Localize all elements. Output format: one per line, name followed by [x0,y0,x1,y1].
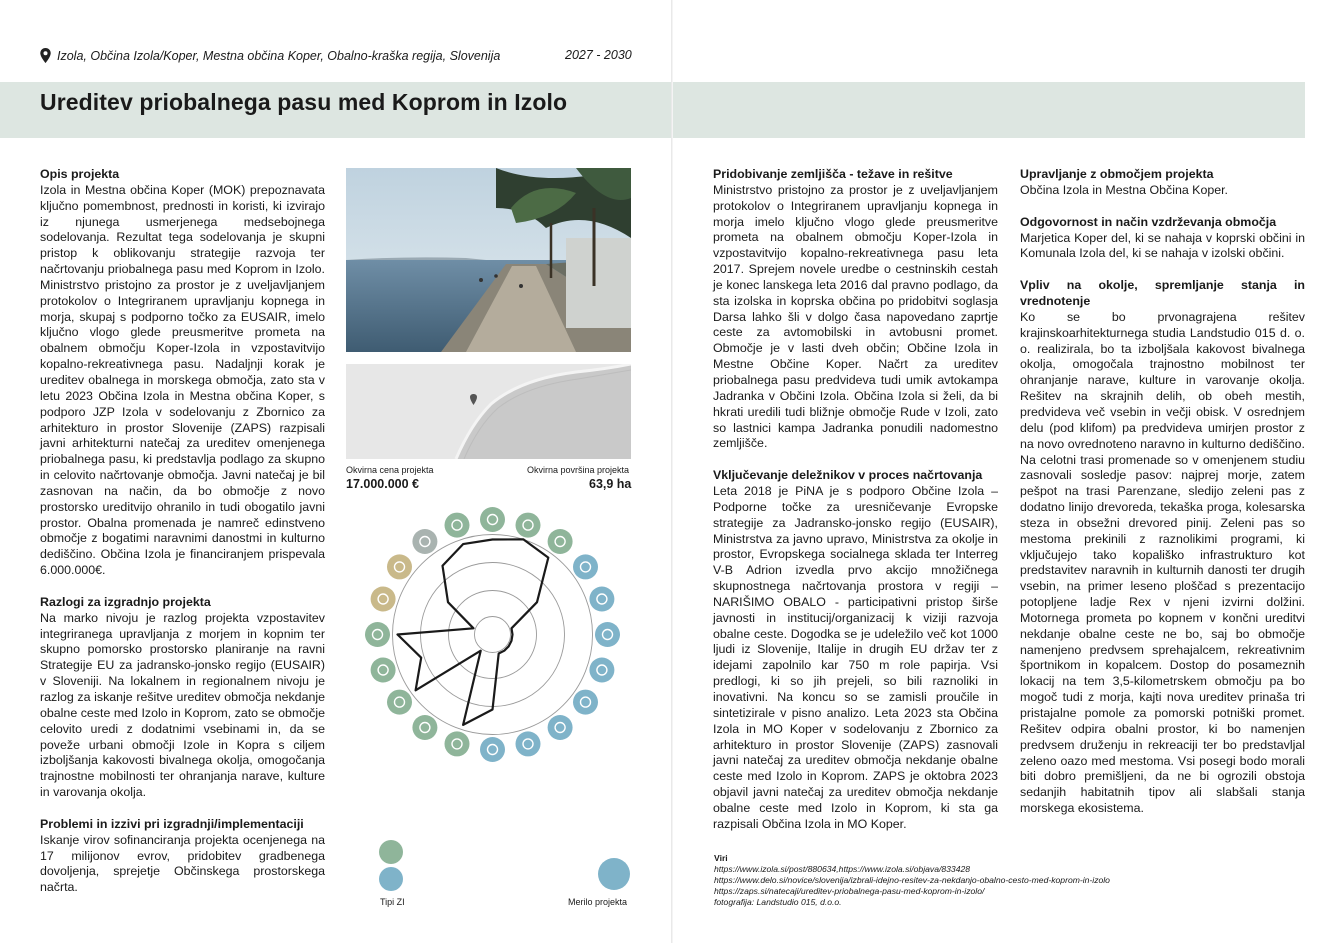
cost-value: 17.000.000 € [346,477,419,491]
criterion-icon [371,658,396,683]
section-heading: Problemi in izzivi pri izgradnji/implementaciji [40,816,304,831]
legend-types-label: Tipi ZI [380,897,405,907]
criterion-icon [480,507,505,532]
criterion-icon [573,554,598,579]
section-heading: Razlogi za izgradnjo projekta [40,594,211,609]
criterion-icon [412,715,437,740]
criterion-icon [387,554,412,579]
legend-scale-label: Merilo projekta [568,897,628,907]
section-text: Ministrstvo pristojno za prostor je z uveljavljanjem protokolov o Integriranem upravljanju kopnega in morja imelo ključno vlogo glede preusmeritve prometa na obalnem območju Koper-Izola in vzpostavitvijo kopalno-rekreativnega pasu leta 2017. Sprejem novele uredbe o cestninskih cestah je konec lanskega leta 2016 dal pravno podlago, da sta izolska in koprska občina po pridobitvi soglasja Darsa lahko šli v dolgo časa napovedano zaprtje ceste za avtomobilski in avtobusni promet. Območje je v lasti dveh občin; Občine Izola in Mestne Občine Koper. Načrt za ureditev priobalnega pasu predvideva tudi umik avtokampa Jadranka v Občini Izola. Občina Izola si želi, da bi hkrati uredili tudi bližnje območje Rude v Izoli, zato so lastnici kampa Jadranka ponudili nadomestno zemljišče. [713,182,998,451]
map-pin-icon [40,48,51,63]
criterion-icon [548,715,573,740]
source-line: fotografija: Landstudio 015, d.o.o. [714,897,842,907]
criterion-icon [548,529,573,554]
section-text: Ko se bo prvonagrajena rešitev krajinskoarhitekturnega studia Landstudio 015 d. o. o. realizirala, bo ta izboljšala kakovost bivalnega okolja, omogočala trajnostno mobilnost ter ohranjanje narave, kulture in varovanje okolja. Rešitev na skrajnih delih, ob obeh mestih, predvideva več vsebin in večji obisk. V osrednjem delu (pod klifom) pa predvideva umirjen prostor z na novo ovrednoteno naravno in kulturno dediščino. Na celotni trasi promenade so v omenjenem studiu zasnovali sosledje pasov: najprej morje, zatem pešpot na trasi Parenzane, sledijo zeleni pas z dodatno linijo drevoreda, tekaška proga, kolesarska steza in obsežni drevored pinij. Zeleni pas so mestoma prekinili z raznolikimi programi, ki vključujejo tako kopališko infrastrukturo kot predstavitev naravnih in kulturnih danosti ter drugih vsebin, na primer leseno ploščad s prezentacijo potopljene ladje Rex v njeni izvirni dolžini. Motornega prometa po kopnem v končni ureditvi nekdanje obalne ceste ne bo, saj bo območje namenjeno predvsem sprehajalcem, rekreativnim športnikom in kopalcem. Dostop do posameznih lokacij na tem 3,5-kilometrskem območju pa bo mogoč tudi z morja, kajti nova ureditev prinaša tri pristajalne pomole za pomorski potniški promet. Rešitev odpira obalni prostor, ki bo namenjen predvsem druženju in rekreaciji ter bo predstavljal zeleno oazo med mestoma. Vsi posegi bodo morali biti dobro premišljeni, da ne bi ogrozili obstoja sedanjih habitatnih tipov ali slabšali stanja morskega ekosistema. [1020,309,1305,816]
project-scale-icon [598,858,630,890]
left-text-column [40,167,325,912]
title-band [673,82,1305,138]
section-heading: Upravljanje z območjem projekta [1020,167,1214,181]
right-page [673,0,1343,943]
project-photo [346,168,631,352]
page-title: Ureditev priobalnega pasu med Koprom in Izolo [40,89,568,115]
sources-heading: Viri [714,853,728,863]
criterion-icon [589,658,614,683]
blue-infrastructure-icon [379,867,403,891]
section-text: Marjetica Koper del, ki se nahaja v koprski občini in Komunala Izola del, ki se nahaja v izolski občini. [1020,230,1305,261]
criterion-icon [589,587,614,612]
source-line: https://www.delo.si/novice/slovenija/izbrali-idejno-resitev-za-nekdanjo-obalno-cesto-med-koprom-in-izolo [714,875,1110,885]
sources-block [714,853,1110,908]
right-text-column-2 [1020,167,1305,833]
area-label: Okvirna površina projekta [527,465,630,475]
section-heading: Pridobivanje zemljišča - težave in rešitve [713,167,953,181]
project-years: 2027 - 2030 [565,48,632,62]
criterion-icon [371,587,396,612]
criterion-icon [387,690,412,715]
section-text: Iskanje virov sofinanciranja projekta ocenjenega na 17 milijonov evrov, pridobitev gradbenega dovoljenja, sprejetje Občinskega prostorskega načrta. [40,832,325,895]
section-heading: Vpliv na okolje, spremljanje stanja in vrednotenje [1020,278,1305,309]
criterion-icon [412,529,437,554]
green-infrastructure-icon [379,840,403,864]
criterion-icon [445,731,470,756]
section-heading: Odgovornost in način vzdrževanja območja [1020,214,1277,229]
section-text: Izola in Mestna občina Koper (MOK) prepoznavata ključno pomembnost, prednosti in koristi, ki izvirajo iz njunega usmerjenega medsebojnega sodelovanja. Rezultat tega sodelovanja je skupni pristop k oblikovanju strategije razvoja ter načrtovanju priobalnega pasu med Koprom in Izolo. Ministrstvo pristojno za prostor je z uveljavljanjem protokolov o Integriranem upravljanju kopnega in morja, skupaj s podporno točko za EUSAIR, imelo ključno vlogo glede preusmeritve prometa na obalnem območju Koper-Izola in vzpostavitvijo kopalno-rekreativnega pasu. Nadaljnji korak je ureditev obalnega in morskega območja, zato sta v letu 2023 Občina Izola in Mestna občina Koper, s podporo JZP Izola v sodelovanju z Zbornico za arhitekturo in prostor Slovenije (ZAPS) razpisali javni arhitekturni natečaj za ureditev omenjenega priobalnega pasu, ki predstavlja podlago za skupno in celovito načrtovanje območja. Javni natečaj je bil zasnovan na način, da bo območje z novo prostorsko ureditvijo ohranilo in tudi obogatilo javni prostor. Obalna promenada je namreč edinstveno območje z bogatimi naravnimi danostmi in kulturno dediščino. Občina Izola je financiranjem prispevala 6.000.000€. [40,182,325,578]
cost-label: Okvirna cena projekta [346,465,434,475]
section-heading: Opis projekta [40,167,120,181]
right-text-column-1 [713,167,998,849]
criterion-icon [595,622,620,647]
section-text: Leta 2018 je PiNA je s podporo Občine Izola – Podporne točke za uresničevanje Evropske strategije za Jadransko-jonsko regijo (EUSAIR), Ministrstva za javno upravo, Ministrstva za okolje in prostor, Evropskega socialnega sklada ter Interreg V-B Adrion izvedla prvo akcijo množičnega skupnostnega načrtovanja prostora v regiji – NARIŠIMO OBALO - participativni pristop širše javnosti in institucij/organizacij k viziji razvoja obalne ceste. Dogodka se je udeležilo več kot 1000 ljudi iz Slovenije, Italije in drugih EU držav ter z idejami zapolnilo kar 750 m role papirja. Vsi predlogi, ki so jih prejeli, so bili raznoliki in inovativni. Na koncu so se zamisli proučile in sintetizirale v pisno analizo. Leta 2023 sta Občina Izola in MO Koper v sodelovanju z Zbornico za arhitekturo in prostor Slovenije (ZAPS) zasnovali javni natečaj za ureditev območja nekdanje obalne ceste med Izolo in Koprom. ZAPS je oktobra 2023 objavil javni natečaj za ureditev območja nekdanje obalne ceste med Izolo in Koprom, ki sta ga razpisali Občina Izola in MO Koper. [713,484,998,831]
section-text: Občina Izola in Mestna Občina Koper. [1020,182,1229,197]
location-text: Izola, Občina Izola/Koper, Mestna občina Koper, Obalno-kraška regija, Slovenija [57,48,501,63]
criterion-icon [573,690,598,715]
criterion-icon [480,737,505,762]
location-map [346,364,631,459]
source-line: https://zaps.si/natecaji/ureditev-priobalnega-pasu-med-koprom-in-izolo/ [714,886,985,896]
radar-wheel [360,502,625,767]
criterion-icon [365,622,390,647]
section-heading: Vključevanje deležnikov v proces načrtovanja [713,468,983,483]
criterion-icon [445,513,470,538]
location-line [40,48,500,63]
source-line: https://www.izola.si/post/880634,https://www.izola.si/objava/833428 [714,864,971,874]
section-text: Na marko nivoju je razlog projekta vzpostavitev integriranega upravljanja z morjem in kopnim ter skupno pomorsko prostorsko planiranje na ravni Strategije EU za jadransko-jonsko regijo (EUSAIR) v Sloveniji. Na lokalnem in regionalnem nivoju je razlog za iskanje rešitve ureditev območja nekdanje obalne ceste med Izolo in Koprom, zato se območje celovito uredi z dodatnimi vsebinami in, da se poveže urbani območji Izole in Kopra s ciljem izboljšanja kakovosti bivalnega okolja, omogočanja trajnostne mobilnosti ter ohranjanja narave, kulture in varovanja okolja. [40,610,325,800]
criterion-icon [516,731,541,756]
area-value: 63,9 ha [589,477,632,491]
criterion-icon [516,513,541,538]
